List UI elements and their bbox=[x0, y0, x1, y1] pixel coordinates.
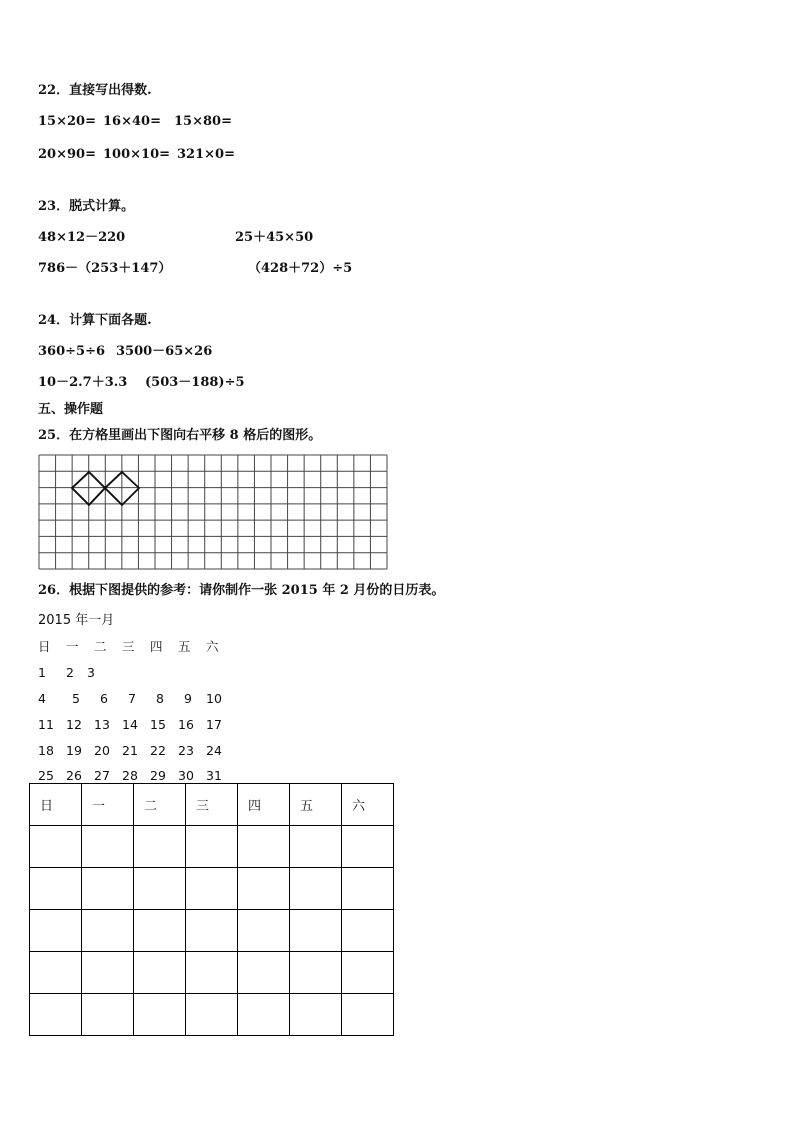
q22-expr: 15×20= bbox=[38, 114, 96, 129]
square-grid bbox=[38, 454, 388, 570]
empty-cell[interactable] bbox=[134, 994, 186, 1036]
q23-expr: 786－（253＋147） bbox=[38, 261, 172, 276]
empty-cell[interactable] bbox=[30, 826, 82, 868]
table-row bbox=[30, 952, 394, 994]
empty-cell[interactable] bbox=[186, 910, 238, 952]
day-number: 30 bbox=[178, 768, 194, 783]
weekday-label: 二 bbox=[94, 639, 107, 654]
q24-title: 24．计算下面各题. bbox=[38, 313, 152, 328]
reference-month: 2015 年一月 bbox=[38, 613, 115, 628]
empty-cell[interactable] bbox=[134, 910, 186, 952]
q22-expr: 321×0= bbox=[177, 147, 235, 162]
q23-expr: 48×12－220 bbox=[38, 230, 126, 245]
day-number: 16 bbox=[178, 717, 194, 732]
q24-expr: 3500－65×26 bbox=[116, 344, 213, 359]
empty-cell[interactable] bbox=[290, 994, 342, 1036]
empty-cell[interactable] bbox=[186, 826, 238, 868]
weekday-label: 日 bbox=[38, 639, 51, 654]
day-number: 22 bbox=[150, 743, 166, 758]
table-header-cell: 三 bbox=[186, 784, 238, 826]
day-number: 27 bbox=[94, 768, 110, 783]
q22-expr: 15×80= bbox=[174, 114, 232, 129]
empty-cell[interactable] bbox=[82, 826, 134, 868]
day-number: 9 bbox=[184, 691, 192, 706]
day-number: 28 bbox=[122, 768, 138, 783]
day-number: 11 bbox=[38, 717, 54, 732]
day-number: 24 bbox=[206, 743, 222, 758]
table-header-cell: 六 bbox=[342, 784, 394, 826]
table-row bbox=[30, 910, 394, 952]
empty-cell[interactable] bbox=[290, 910, 342, 952]
empty-cell[interactable] bbox=[342, 952, 394, 994]
day-number: 8 bbox=[156, 691, 164, 706]
q25-title: 25．在方格里画出下图向右平移 8 格后的图形。 bbox=[38, 428, 322, 443]
day-number: 5 bbox=[72, 691, 80, 706]
empty-cell[interactable] bbox=[186, 994, 238, 1036]
empty-cell[interactable] bbox=[342, 910, 394, 952]
day-number: 12 bbox=[66, 717, 82, 732]
day-number: 6 bbox=[100, 691, 108, 706]
empty-cell[interactable] bbox=[82, 994, 134, 1036]
blank-calendar-table bbox=[29, 783, 394, 1036]
empty-cell[interactable] bbox=[342, 994, 394, 1036]
empty-cell[interactable] bbox=[290, 826, 342, 868]
empty-cell[interactable] bbox=[290, 952, 342, 994]
empty-cell[interactable] bbox=[134, 868, 186, 910]
table-header-cell: 五 bbox=[290, 784, 342, 826]
day-number: 23 bbox=[178, 743, 194, 758]
empty-cell[interactable] bbox=[342, 868, 394, 910]
section-title: 五、操作题 bbox=[38, 402, 104, 417]
table-header-cell: 二 bbox=[134, 784, 186, 826]
empty-cell[interactable] bbox=[82, 868, 134, 910]
day-number: 21 bbox=[122, 743, 138, 758]
empty-cell[interactable] bbox=[238, 826, 290, 868]
empty-cell[interactable] bbox=[134, 826, 186, 868]
empty-cell[interactable] bbox=[30, 952, 82, 994]
day-number: 10 bbox=[206, 691, 222, 706]
empty-cell[interactable] bbox=[342, 826, 394, 868]
empty-cell[interactable] bbox=[82, 952, 134, 994]
weekday-label: 四 bbox=[150, 639, 163, 654]
empty-cell[interactable] bbox=[238, 952, 290, 994]
q22-expr: 16×40= bbox=[103, 114, 161, 129]
q23-expr: 25＋45×50 bbox=[235, 230, 314, 245]
empty-cell[interactable] bbox=[82, 910, 134, 952]
weekday-label: 五 bbox=[178, 639, 191, 654]
day-number: 13 bbox=[94, 717, 110, 732]
empty-cell[interactable] bbox=[134, 952, 186, 994]
empty-cell[interactable] bbox=[290, 868, 342, 910]
q24-expr: 360÷5÷6 bbox=[38, 344, 106, 359]
q24-expr: (503－188)÷5 bbox=[145, 375, 245, 390]
grid-lines bbox=[39, 455, 387, 569]
empty-cell[interactable] bbox=[186, 952, 238, 994]
q22-expr: 20×90= bbox=[38, 147, 96, 162]
q23-expr: （428＋72）÷5 bbox=[248, 261, 353, 276]
day-number: 29 bbox=[150, 768, 166, 783]
q22-title: 22．直接写出得数. bbox=[38, 83, 152, 98]
day-number: 1 bbox=[38, 665, 46, 680]
weekday-label: 一 bbox=[66, 639, 79, 654]
empty-cell[interactable] bbox=[238, 910, 290, 952]
table-header-cell: 四 bbox=[238, 784, 290, 826]
q23-title: 23．脱式计算。 bbox=[38, 199, 135, 214]
q26-title: 26．根据下图提供的参考：请你制作一张 2015 年 2 月份的日历表。 bbox=[38, 583, 445, 598]
day-number: 26 bbox=[66, 768, 82, 783]
day-number: 2 bbox=[66, 665, 74, 680]
q22-expr: 100×10= bbox=[103, 147, 171, 162]
day-number: 3 bbox=[87, 665, 95, 680]
table-row bbox=[30, 994, 394, 1036]
table-header-row bbox=[30, 784, 394, 826]
table-row bbox=[30, 826, 394, 868]
table-header-cell: 一 bbox=[82, 784, 134, 826]
day-number: 31 bbox=[206, 768, 222, 783]
weekday-label: 三 bbox=[122, 639, 135, 654]
day-number: 7 bbox=[128, 691, 136, 706]
day-number: 4 bbox=[38, 691, 46, 706]
q24-expr: 10－2.7＋3.3 bbox=[38, 375, 128, 390]
empty-cell[interactable] bbox=[238, 994, 290, 1036]
empty-cell[interactable] bbox=[186, 868, 238, 910]
empty-cell[interactable] bbox=[30, 994, 82, 1036]
weekday-label: 六 bbox=[206, 639, 219, 654]
day-number: 19 bbox=[66, 743, 82, 758]
empty-cell[interactable] bbox=[30, 868, 82, 910]
day-number: 14 bbox=[122, 717, 138, 732]
table-row bbox=[30, 868, 394, 910]
day-number: 25 bbox=[38, 768, 54, 783]
empty-cell[interactable] bbox=[238, 868, 290, 910]
day-number: 15 bbox=[150, 717, 166, 732]
day-number: 18 bbox=[38, 743, 54, 758]
day-number: 17 bbox=[206, 717, 222, 732]
empty-cell[interactable] bbox=[30, 910, 82, 952]
day-number: 20 bbox=[94, 743, 110, 758]
table-header-cell: 日 bbox=[30, 784, 82, 826]
